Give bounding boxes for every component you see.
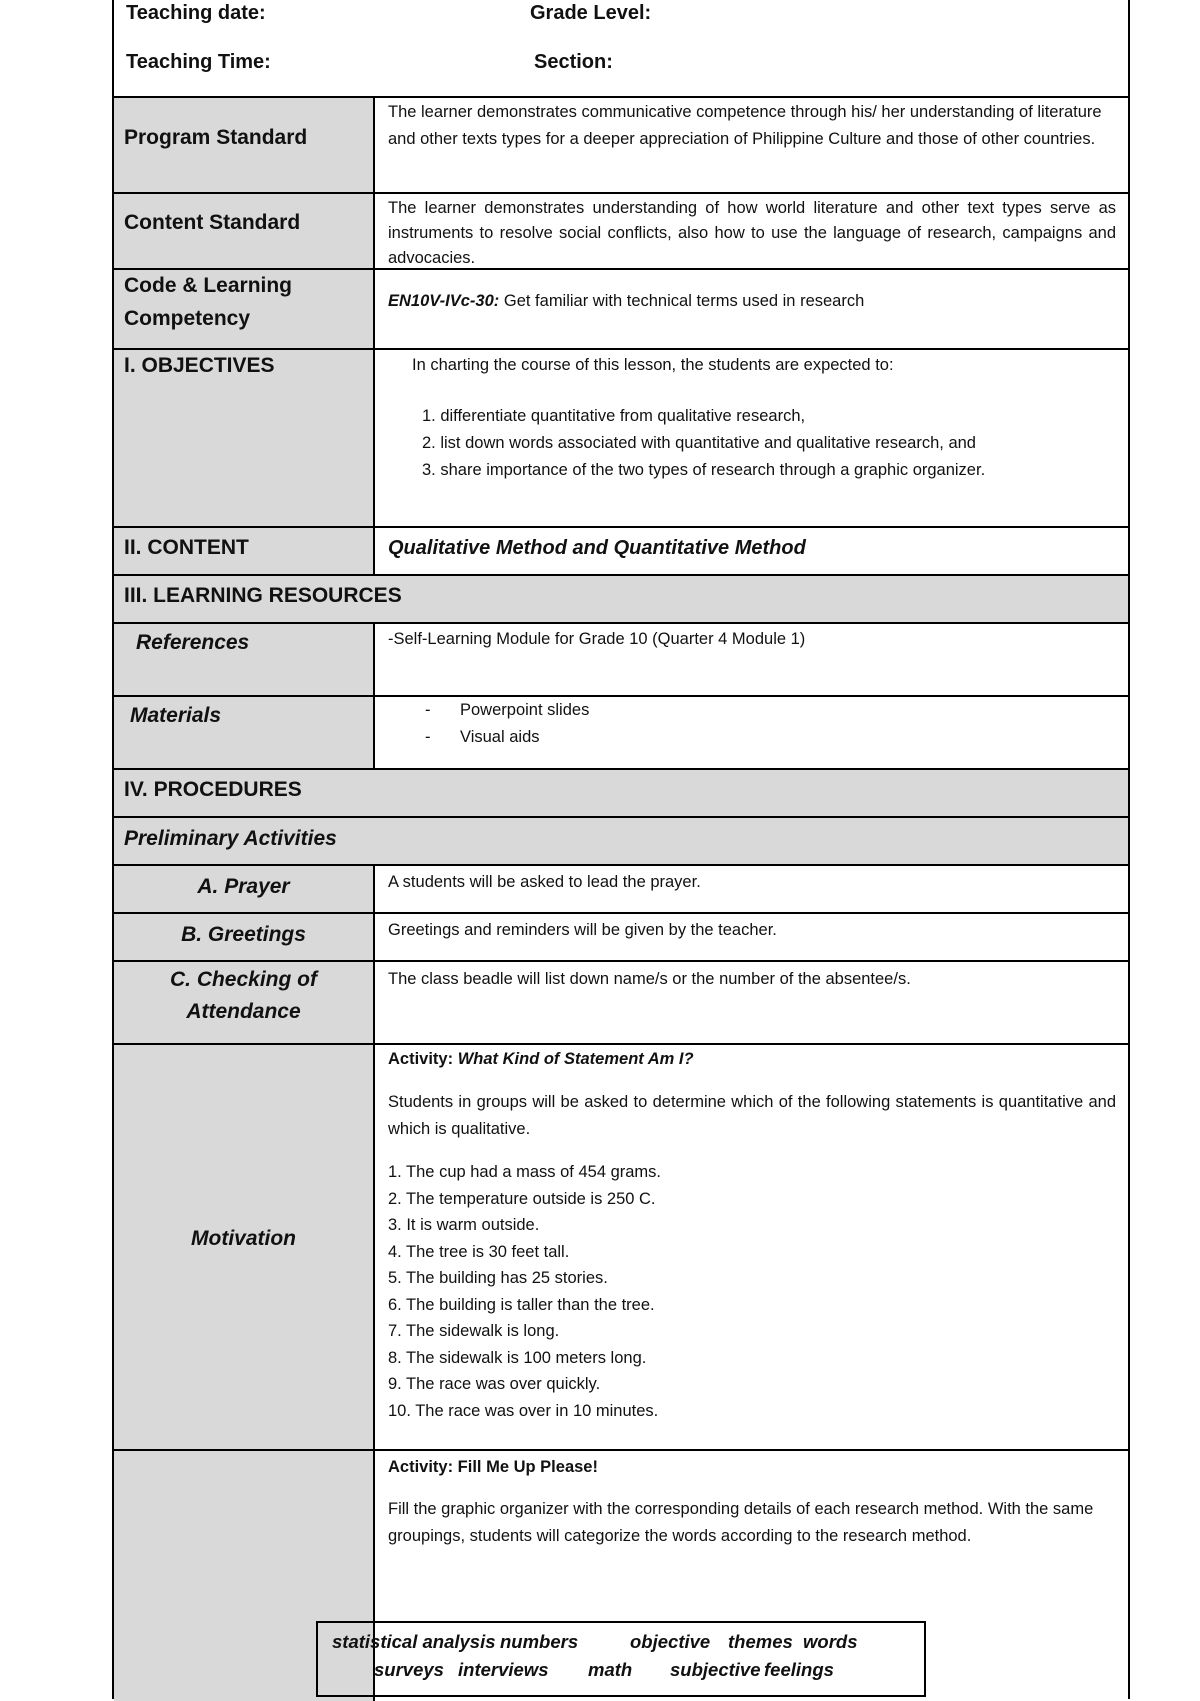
word-numbers: numbers: [500, 1631, 579, 1652]
attendance-row: [114, 960, 1128, 1045]
content-standard-text: The learner demonstrates understanding of how world literature and other text types serve as instruments to resolve social conflicts, also how to use the language of research, campaigns and advocacies.: [388, 199, 1116, 267]
word-feelings: feelings: [764, 1659, 834, 1680]
competency-code: EN10V-IVc-30:: [388, 292, 500, 310]
objectives-intro: In charting the course of this lesson, the students are expected to:: [412, 356, 894, 374]
content-standard-row: [114, 192, 1128, 270]
prayer-label: A. Prayer: [197, 875, 290, 898]
references-label: References: [136, 631, 250, 654]
statement-4: 4. The tree is 30 feet tall.: [388, 1242, 570, 1261]
learning-resources-label: III. LEARNING RESOURCES: [124, 584, 402, 607]
grade-level-label: Grade Level:: [530, 2, 652, 24]
competency-row: [114, 268, 1128, 350]
objective-item-1: 1. differentiate quantitative from qualitative research,: [422, 407, 806, 425]
references-row: [114, 622, 1128, 697]
program-standard-label: Program Standard: [124, 126, 308, 149]
word-subjective: subjective: [670, 1659, 761, 1680]
competency-label-line2: Competency: [124, 307, 251, 330]
word-interviews: interviews: [458, 1659, 549, 1680]
objectives-label: I. OBJECTIVES: [124, 354, 275, 377]
attendance-label-line1: C. Checking of: [169, 968, 317, 991]
attendance-text: The class beadle will list down name/s or the number of the absentee/s.: [388, 970, 911, 988]
competency-text: EN10V-IVc-30: Get familiar with technical terms used in research: [388, 292, 865, 310]
content-text: Qualitative Method and Quantitative Method: [388, 537, 806, 559]
word-math: math: [588, 1659, 633, 1680]
activity2-instructions: Fill the graphic organizer with the corresponding details of each research method. With the same groupings, students will categorize the words according to the research method.: [388, 1500, 1094, 1545]
learning-resources-row: [114, 574, 1128, 624]
statement-7: 7. The sidewalk is long.: [388, 1322, 560, 1340]
motivation-label: Motivation: [191, 1227, 296, 1250]
program-standard-text: The learner demonstrates communicative competence through his/ her understanding of literature and other texts types for a deeper appreciation of Philippine Culture and those of other countries.: [388, 103, 1102, 148]
lesson-plan-table: [112, 0, 1130, 1699]
teaching-date-label: Teaching date:: [126, 2, 266, 24]
content-row: [114, 526, 1128, 576]
word-words: words: [803, 1631, 858, 1652]
word-surveys: surveys: [374, 1659, 444, 1680]
materials-item-2: Visual aids: [460, 728, 540, 746]
word-statistical-analysis: statistical analysis: [332, 1631, 496, 1652]
word-themes: themes: [728, 1631, 793, 1652]
statement-5: 5. The building has 25 stories.: [388, 1269, 608, 1287]
content-standard-label: Content Standard: [124, 211, 301, 234]
objective-item-2: 2. list down words associated with quantitative and qualitative research, and: [422, 434, 976, 452]
greetings-text: Greetings and reminders will be given by the teacher.: [388, 921, 777, 939]
objective-item-3: 3. share importance of the two types of research through a graphic organizer.: [422, 461, 986, 479]
materials-item-1: Powerpoint slides: [460, 701, 590, 719]
word-bank-box: [316, 1621, 926, 1697]
motivation-instructions: Students in groups will be asked to determine which of the following statements is quantitative and which is qualitative.: [388, 1093, 1116, 1138]
section-label: Section:: [534, 51, 613, 73]
statement-2: 2. The temperature outside is 250 C.: [388, 1189, 656, 1208]
motivation-row: [114, 1043, 1128, 1451]
procedures-row: [114, 768, 1128, 818]
procedures-label: IV. PROCEDURES: [124, 778, 302, 801]
preliminary-row: [114, 816, 1128, 866]
header-block: [114, 0, 1128, 96]
word-objective: objective: [630, 1631, 711, 1652]
prayer-row: [114, 864, 1128, 914]
materials-row: [114, 695, 1128, 770]
statement-8: 8. The sidewalk is 100 meters long.: [388, 1348, 647, 1367]
references-text: -Self-Learning Module for Grade 10 (Quarter 4 Module 1): [388, 630, 806, 648]
content-label: II. CONTENT: [124, 536, 249, 559]
statement-10: 10. The race was over in 10 minutes.: [388, 1401, 659, 1420]
statement-6: 6. The building is taller than the tree.: [388, 1295, 655, 1314]
program-standard-row: [114, 96, 1128, 194]
motivation-activity-title: Activity: What Kind of Statement Am I?: [388, 1050, 694, 1068]
materials-label: Materials: [130, 704, 222, 727]
prayer-text: A students will be asked to lead the prayer.: [388, 873, 701, 891]
activity2-title: Activity: Fill Me Up Please!: [388, 1458, 598, 1476]
statement-3: 3. It is warm outside.: [388, 1216, 540, 1234]
objectives-row: [114, 348, 1128, 528]
attendance-label-line2: Attendance: [186, 1000, 301, 1023]
competency-label-line1: Code & Learning: [124, 274, 293, 297]
greetings-row: [114, 912, 1128, 962]
materials-bullet-1: -: [425, 701, 431, 719]
statement-1: 1. The cup had a mass of 454 grams.: [388, 1163, 662, 1181]
preliminary-label: Preliminary Activities: [124, 827, 337, 850]
materials-bullet-2: -: [425, 728, 431, 746]
greetings-label: B. Greetings: [181, 923, 306, 946]
teaching-time-label: Teaching Time:: [126, 51, 271, 73]
statement-9: 9. The race was over quickly.: [388, 1375, 601, 1393]
